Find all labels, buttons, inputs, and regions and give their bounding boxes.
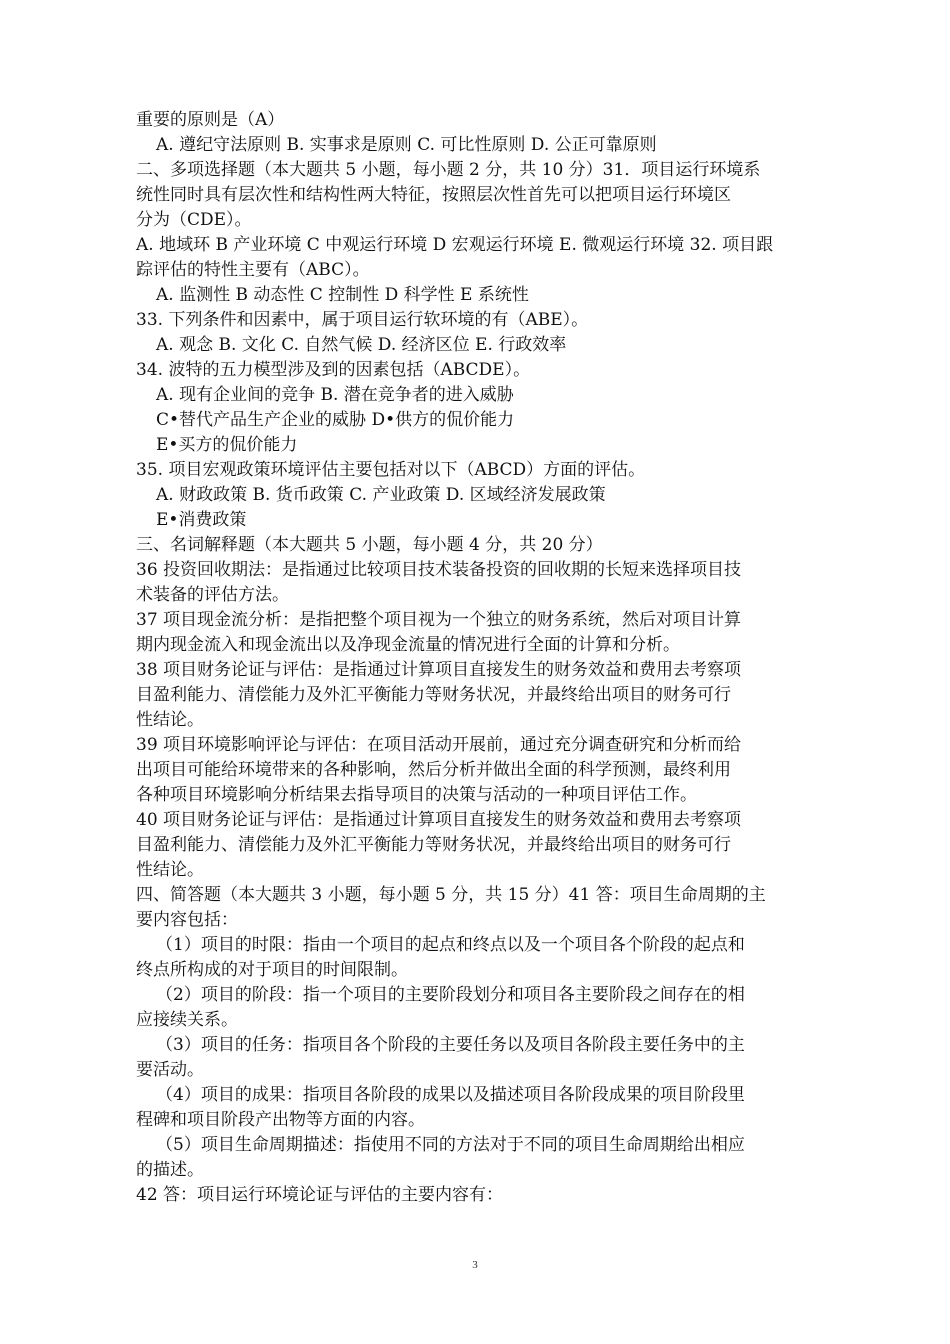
text-line: （3）项目的任务：指项目各个阶段的主要任务以及项目各阶段主要任务中的主 (156, 1035, 745, 1055)
text-line: 要内容包括： (136, 910, 238, 930)
text-line: C•替代产品生产企业的威胁 D•供方的侃价能力 (156, 410, 515, 430)
text-line: （1）项目的时限：指由一个项目的起点和终点以及一个项目各个阶段的起点和 (156, 935, 745, 955)
text-line: 终点所构成的对于项目的时间限制。 (136, 960, 408, 980)
text-line: 性结论。 (136, 860, 204, 880)
text-line: 36 投资回收期法：是指通过比较项目技术装备投资的回收期的长短来选择项目技 (136, 560, 742, 580)
text-line: 性结论。 (136, 710, 204, 730)
text-line: 术装备的评估方法。 (136, 585, 289, 605)
text-line: 三、名词解释题（本大题共 5 小题，每小题 4 分，共 20 分） (136, 535, 603, 555)
text-line: 程碑和项目阶段产出物等方面的内容。 (136, 1110, 425, 1130)
text-line: 42 答：项目运行环境论证与评估的主要内容有： (136, 1185, 504, 1205)
text-line: 各种项目环境影响分析结果去指导项目的决策与活动的一种项目评估工作。 (136, 785, 697, 805)
text-line: 应接续关系。 (136, 1010, 238, 1030)
text-line: （5）项目生命周期描述：指使用不同的方法对于不同的项目生命周期给出相应 (156, 1135, 745, 1155)
text-line: 37 项目现金流分析：是指把整个项目视为一个独立的财务系统，然后对项目计算 (136, 610, 742, 630)
text-line: 目盈利能力、清偿能力及外汇平衡能力等财务状况，并最终给出项目的财务可行 (136, 835, 731, 855)
text-line: 期内现金流入和现金流出以及净现金流量的情况进行全面的计算和分析。 (136, 635, 680, 655)
text-line: E•买方的侃价能力 (156, 435, 298, 455)
text-line: A. 财政政策 B. 货币政策 C. 产业政策 D. 区域经济发展政策 (156, 485, 606, 505)
text-line: 统性同时具有层次性和结构性两大特征，按照层次性首先可以把项目运行环境区 (136, 185, 731, 205)
text-line: 四、简答题（本大题共 3 小题，每小题 5 分，共 15 分）41 答：项目生命周期的主 (136, 885, 766, 905)
text-line: 38 项目财务论证与评估：是指通过计算项目直接发生的财务效益和费用去考察项 (136, 660, 742, 680)
text-line: A. 地域环 B 产业环境 C 中观运行环境 D 宏观运行环境 E. 微观运行环境 32. 项目跟 (136, 235, 774, 255)
text-line: E•消费政策 (156, 510, 247, 530)
text-line: （4）项目的成果：指项目各阶段的成果以及描述项目各阶段成果的项目阶段里 (156, 1085, 745, 1105)
text-line: （2）项目的阶段：指一个项目的主要阶段划分和项目各主要阶段之间存在的相 (156, 985, 745, 1005)
text-line: 重要的原则是（A） (136, 110, 285, 130)
text-line: A. 现有企业间的竞争 B. 潜在竞争者的进入威胁 (156, 385, 514, 405)
text-line: 二、多项选择题（本大题共 5 小题，每小题 2 分，共 10 分）31．项目运行环境系 (136, 160, 761, 180)
text-line: 要活动。 (136, 1060, 204, 1080)
text-line: 分为（CDE）。 (136, 210, 252, 230)
text-line: 出项目可能给环境带来的各种影响，然后分析并做出全面的科学预测，最终利用 (136, 760, 731, 780)
text-line: A. 监测性 B 动态性 C 控制性 D 科学性 E 系统性 (156, 285, 529, 305)
text-line: 的描述。 (136, 1160, 204, 1180)
text-line: 35. 项目宏观政策环境评估主要包括对以下（ABCD）方面的评估。 (136, 460, 646, 480)
text-line: 踪评估的特性主要有（ABC）。 (136, 260, 370, 280)
text-line: A. 遵纪守法原则 B. 实事求是原则 C. 可比性原则 D. 公正可靠原则 (156, 135, 657, 155)
text-line: 33. 下列条件和因素中，属于项目运行软环境的有（ABE）。 (136, 310, 589, 330)
text-line: A. 观念 B. 文化 C. 自然气候 D. 经济区位 E. 行政效率 (156, 335, 567, 355)
text-line: 目盈利能力、清偿能力及外汇平衡能力等财务状况，并最终给出项目的财务可行 (136, 685, 731, 705)
document-body (136, 108, 826, 1208)
page-number: 3 (472, 1259, 478, 1271)
text-line: 40 项目财务论证与评估：是指通过计算项目直接发生的财务效益和费用去考察项 (136, 810, 742, 830)
text-line: 39 项目环境影响评论与评估：在项目活动开展前，通过充分调查研究和分析而给 (136, 735, 742, 755)
text-line: 34. 波特的五力模型涉及到的因素包括（ABCDE）。 (136, 360, 531, 380)
